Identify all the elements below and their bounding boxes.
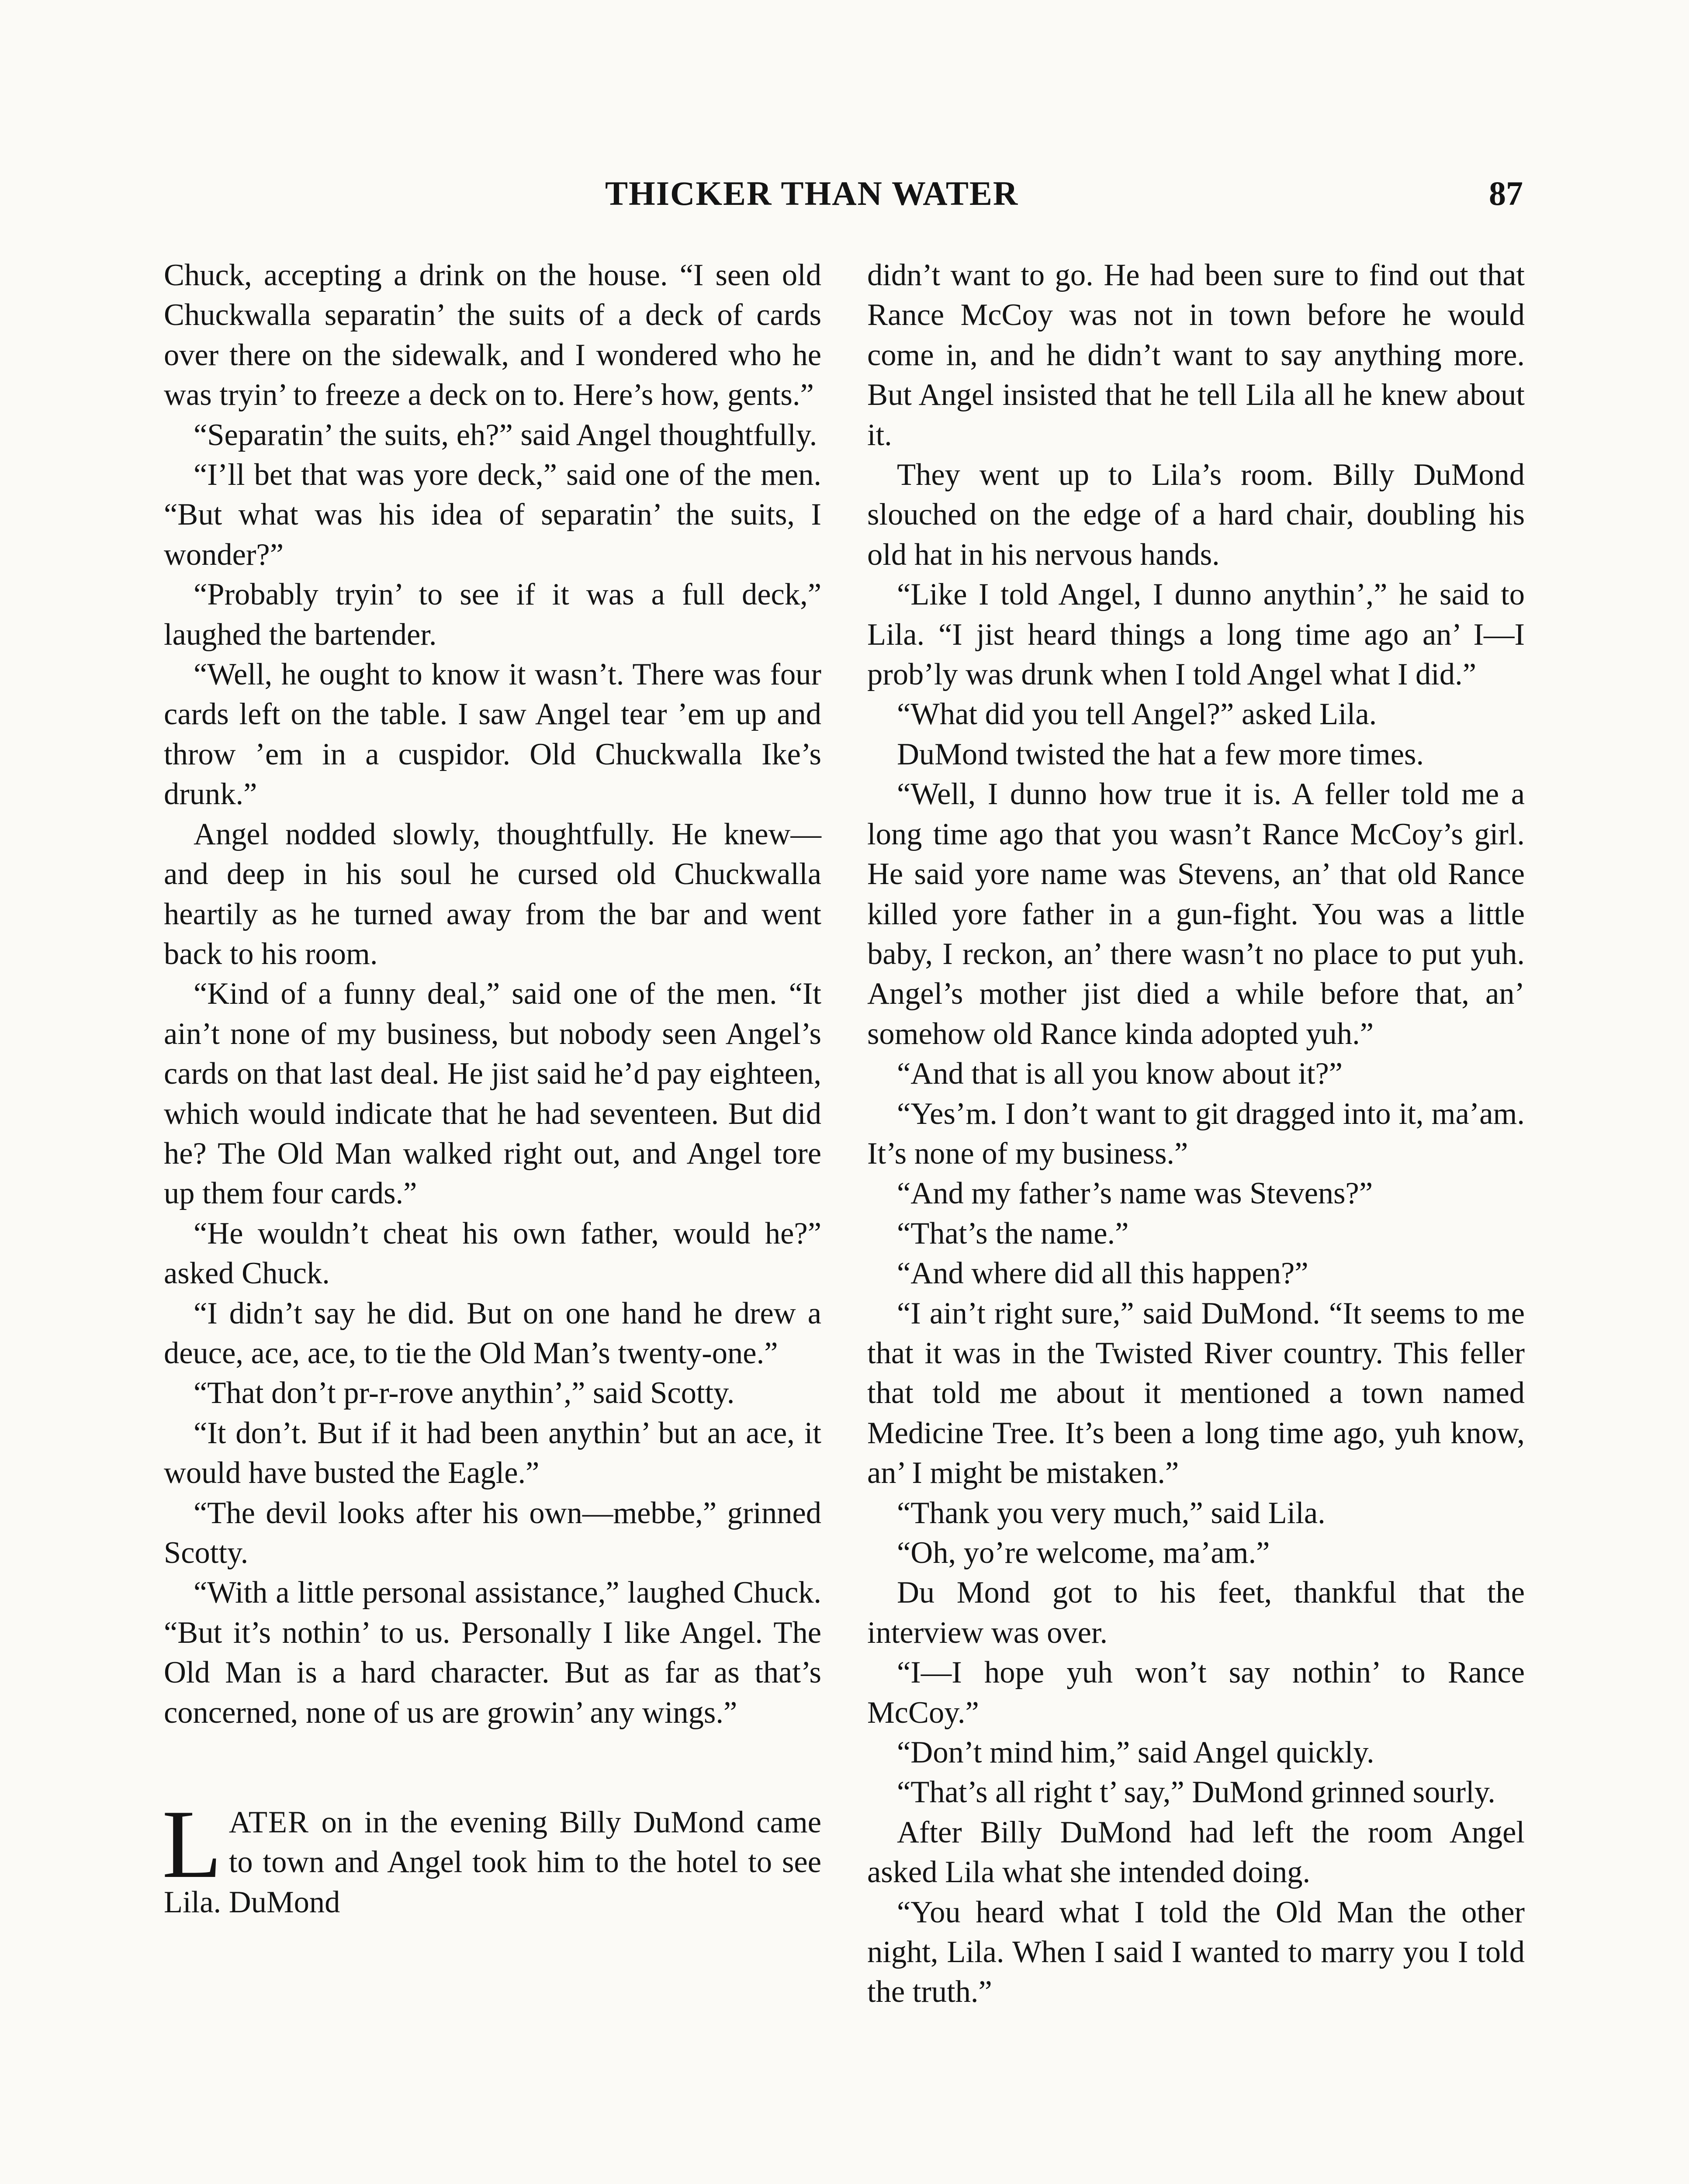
paragraph-text: on in the evening Billy DuMond came to town and Angel took him to the hotel to see Lila. DuMond — [164, 1805, 821, 1919]
paragraph: “Kind of a funny deal,” said one of the men. “It ain’t none of my business, but nobody seen Angel’s cards on that last deal. He jist said he’d pay eighteen, which would indicate that he had seventeen. But did he? The Old Man walked right out, and Angel tore up them four cards.” — [164, 977, 821, 1211]
running-title: THICKER THAN WATER — [605, 174, 1019, 212]
paragraph: Du Mond got to his feet, thankful that the interview was over. — [867, 1576, 1525, 1650]
dropcap-paragraph — [162, 1790, 821, 1922]
left-column — [164, 256, 821, 1922]
paragraph: “I—I hope yuh won’t say nothin’ to Rance McCoy.” — [867, 1655, 1525, 1730]
drop-cap: L — [162, 1790, 222, 1899]
right-column — [867, 256, 1525, 2012]
paragraph: DuMond twisted the hat a few more times. — [897, 737, 1424, 771]
paragraph: “I didn’t say he did. But on one hand he drew a deuce, ace, ace, to tie the Old Man’s twenty-one.” — [164, 1296, 821, 1370]
paragraph: “That don’t pr-r-rove anythin’,” said Scotty. — [194, 1376, 735, 1410]
paragraph: “That’s the name.” — [897, 1216, 1129, 1251]
paragraph: “He wouldn’t cheat his own father, would he?” asked Chuck. — [164, 1216, 821, 1291]
paragraph: “And my father’s name was Stevens?” — [897, 1176, 1373, 1211]
paragraph: “Probably tryin’ to see if it was a full deck,” laughed the bartender. — [164, 577, 821, 652]
paragraph: “Don’t mind him,” said Angel quickly. — [897, 1735, 1374, 1770]
paragraph: “That’s all right t’ say,” DuMond grinned sourly. — [897, 1775, 1495, 1810]
small-caps-lead: ATER — [228, 1805, 310, 1840]
paragraph: “Well, he ought to know it wasn’t. There was four cards left on the table. I saw Angel tear ’em up and throw ’em in a cuspidor. Old Chuckwalla Ike’s drunk.” — [164, 657, 821, 812]
paragraph: “The devil looks after his own—mebbe,” grinned Scotty. — [164, 1496, 821, 1570]
page-number: 87 — [1489, 174, 1523, 212]
paragraph: “With a little personal assistance,” laughed Chuck. “But it’s nothin’ to us. Personally I like Angel. The Old Man is a hard character. But as far as that’s concerned, none of us are growin’ any wings.” — [164, 1576, 821, 1730]
section-break — [164, 1733, 821, 1803]
paragraph: “I ain’t right sure,” said DuMond. “It seems to me that it was in the Twisted River country. This feller that told me about it mentioned a town named Medicine Tree. It’s been a long time ago, yuh know, an’ I might be mistaken.” — [867, 1296, 1525, 1490]
paragraph: “And that is all you know about it?” — [897, 1057, 1343, 1091]
paragraph: “Separatin’ the suits, eh?” said Angel thoughtfully. — [194, 418, 817, 452]
paragraph: “And where did all this happen?” — [897, 1256, 1308, 1291]
paragraph: Chuck, accepting a drink on the house. “I seen old Chuckwalla separatin’ the suits of a deck of cards over there on the sidewalk, and I wondered who he was tryin’ to freeze a deck on to. Here’s how, gents.” — [164, 258, 821, 412]
paragraph: “Well, I dunno how true it is. A feller told me a long time ago that you wasn’t Rance McCoy’s girl. He said yore name was Stevens, an’ that old Rance killed yore father in a gun-fight. You was a little baby, I reckon, an’ there wasn’t no place to put yuh. Angel’s mother jist died a while before that, an’ somehow old Rance kinda adopted yuh.” — [867, 777, 1525, 1051]
running-head — [0, 169, 1689, 218]
paragraph: “You heard what I told the Old Man the other night, Lila. When I said I wanted to marry you I told the truth.” — [867, 1895, 1525, 2009]
paragraph: “Like I told Angel, I dunno anythin’,” he said to Lila. “I jist heard things a long time ago an’ I—I prob’ly was drunk when I told Angel what I did.” — [867, 577, 1525, 692]
paragraph: “Yes’m. I don’t want to git dragged into it, ma’am. It’s none of my business.” — [867, 1096, 1525, 1171]
paragraph: “Thank you very much,” said Lila. — [897, 1496, 1326, 1530]
paragraph: “I’ll bet that was yore deck,” said one of the men. “But what was his idea of separatin’ the suits, I wonder?” — [164, 458, 821, 572]
paragraph: Angel nodded slowly, thoughtfully. He knew—and deep in his soul he cursed old Chuckwalla heartily as he turned away from the bar and went back to his room. — [164, 817, 821, 971]
paragraph: They went up to Lila’s room. Billy DuMond slouched on the edge of a hard chair, doubling his old hat in his nervous hands. — [867, 458, 1525, 572]
paragraph: “It don’t. But if it had been anythin’ but an ace, it would have busted the Eagle.” — [164, 1416, 821, 1490]
paragraph: “What did you tell Angel?” asked Lila. — [897, 697, 1377, 732]
paragraph: “Oh, yo’re welcome, ma’am.” — [897, 1536, 1270, 1570]
paragraph: didn’t want to go. He had been sure to find out that Rance McCoy was not in town before he would come in, and he didn’t want to say anything more. But Angel insisted that he tell Lila all he knew about it. — [867, 258, 1525, 452]
paragraph: After Billy DuMond had left the room Angel asked Lila what she intended doing. — [867, 1815, 1525, 1890]
